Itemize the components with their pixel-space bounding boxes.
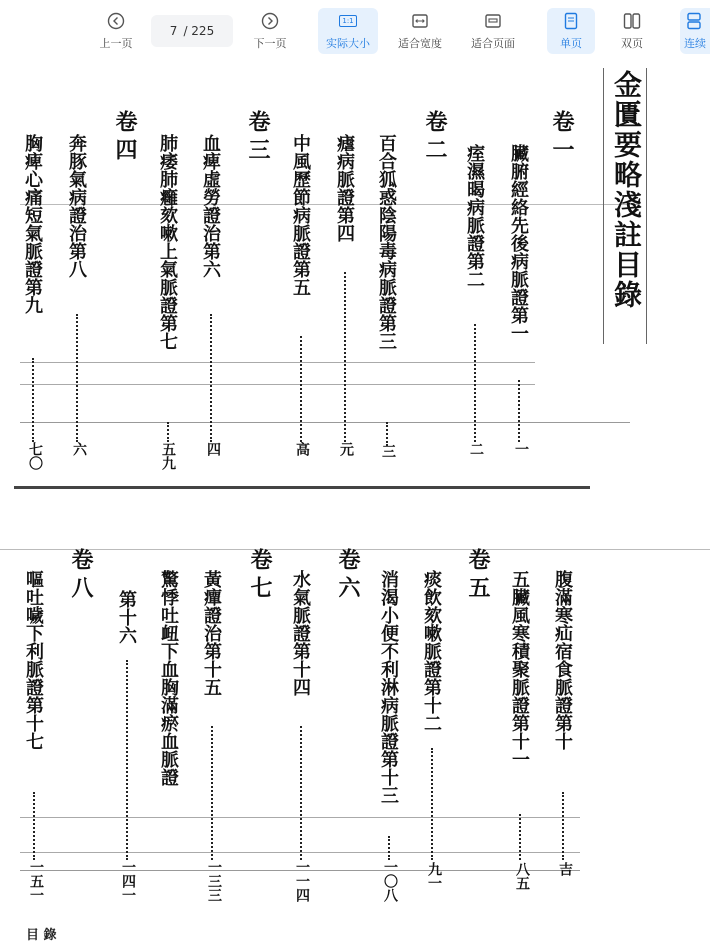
- prev-page-label: 上一页: [99, 37, 133, 50]
- single-page-label: 单页: [560, 37, 582, 50]
- continuous-button[interactable]: [680, 8, 710, 54]
- toc-entry: 臟腑經絡先後病脈證第一: [508, 144, 529, 342]
- page-number: 二: [468, 442, 484, 456]
- scan-line: [20, 384, 535, 385]
- double-page-icon: [622, 11, 642, 31]
- current-page[interactable]: 7: [169, 24, 178, 38]
- leader-dots: [76, 314, 78, 442]
- actual-size-label: 实际大小: [326, 37, 370, 50]
- toc-entry: 胸痺心痛短氣脈證第九: [22, 134, 43, 314]
- leader-dots: [126, 660, 128, 860]
- page-number: 三: [380, 444, 396, 458]
- volume-heading: 卷四: [112, 110, 138, 166]
- leader-dots: [300, 336, 302, 442]
- scan-line: [14, 486, 590, 489]
- leader-dots: [300, 726, 302, 860]
- page-number: 四: [205, 442, 221, 456]
- toc-entry: 驚悸吐衄下血胸滿瘀血脈證: [158, 570, 179, 786]
- page-number: 一三三: [206, 860, 222, 902]
- toc-entry: 瘧病脈證第四: [334, 134, 355, 242]
- continuous-label: 连续: [684, 37, 706, 50]
- fit-width-icon: [410, 11, 430, 31]
- scan-line: [20, 422, 630, 423]
- toc-entry: 中風歷節病脈證第五: [290, 134, 311, 296]
- leader-dots: [210, 314, 212, 442]
- chevron-right-icon: [260, 11, 280, 31]
- actual-size-icon: 1:1: [338, 11, 358, 31]
- leader-dots: [211, 726, 213, 860]
- page-number: 元: [338, 442, 354, 456]
- page-number: 一一四: [294, 860, 310, 902]
- page-number: 九一: [426, 862, 442, 890]
- leader-dots: [518, 380, 520, 442]
- single-page-icon: [561, 11, 581, 31]
- leader-dots: [519, 814, 521, 860]
- document-title: 金匱要略淺註目錄: [610, 70, 643, 310]
- toc-entry: 五臟風寒積聚脈證第十一: [509, 570, 530, 768]
- toc-entry: 血痺虛勞證治第六: [200, 134, 221, 278]
- leader-dots: [388, 836, 390, 860]
- next-page-button[interactable]: [244, 8, 296, 54]
- chevron-left-icon: [106, 11, 126, 31]
- volume-heading: 卷五: [465, 548, 491, 604]
- next-page-label: 下一页: [253, 37, 287, 50]
- single-page-button[interactable]: [547, 8, 595, 54]
- page-number: 八五: [514, 862, 530, 890]
- toc-entry: 消渴小便不利淋病脈證第十三: [378, 570, 399, 804]
- page-number: 吉: [557, 862, 573, 876]
- volume-heading: 卷一: [549, 110, 575, 166]
- total-pages: / 225: [183, 24, 215, 38]
- continuous-icon: [684, 11, 704, 31]
- page-number: 五九: [160, 442, 176, 470]
- volume-heading: 卷七: [247, 548, 273, 604]
- leader-dots: [562, 792, 564, 860]
- toc-entry-continued: 第十六: [116, 590, 137, 644]
- toc-entry: 奔豚氣病證治第八: [66, 134, 87, 278]
- toc-entry: 痓濕暍病脈證第二: [464, 144, 485, 288]
- page-number-input[interactable]: [151, 15, 233, 47]
- volume-heading: 卷二: [422, 110, 448, 166]
- volume-heading: 卷六: [335, 548, 361, 604]
- toc-entry: 肺痿肺癰欬嗽上氣脈證第七: [157, 134, 178, 350]
- leader-dots: [431, 748, 433, 860]
- volume-heading: 卷三: [245, 110, 271, 166]
- prev-page-button[interactable]: [90, 8, 142, 54]
- toc-entry: 百合狐惑陰陽毒病脈證第三: [376, 134, 397, 350]
- page-number: 一: [513, 442, 529, 456]
- page-number: 六: [71, 442, 87, 456]
- actual-size-button[interactable]: [318, 8, 378, 54]
- page-number: 一五一: [28, 860, 44, 902]
- leader-dots: [474, 324, 476, 442]
- fit-page-button[interactable]: [462, 8, 524, 54]
- scan-line: [20, 362, 535, 363]
- double-page-button[interactable]: [608, 8, 656, 54]
- leader-dots: [386, 422, 388, 446]
- leader-dots: [167, 422, 169, 442]
- page-number: 一〇八: [382, 860, 398, 902]
- fit-page-icon: [483, 11, 503, 31]
- toc-entry: 腹滿寒疝宿食脈證第十: [552, 570, 573, 750]
- toc-entry: 痰飲欬嗽脈證第十二: [421, 570, 442, 732]
- fit-page-label: 适合页面: [471, 37, 515, 50]
- toc-entry: 水氣脈證第十四: [290, 570, 311, 696]
- viewer-toolbar: [0, 0, 710, 62]
- toc-entry: 黃癉證治第十五: [201, 570, 222, 696]
- double-page-label: 双页: [621, 37, 643, 50]
- volume-heading: 卷八: [68, 548, 94, 604]
- toc-entry: 嘔吐噦下利脈證第十七: [23, 570, 44, 750]
- page-number: 一四一: [120, 860, 136, 902]
- scan-line: [20, 204, 640, 205]
- leader-dots: [32, 358, 34, 442]
- page-number: 七〇: [27, 442, 43, 470]
- leader-dots: [344, 272, 346, 442]
- fit-width-button[interactable]: [390, 8, 450, 54]
- leader-dots: [33, 792, 35, 860]
- document-page: [0, 62, 710, 943]
- page-footer: 目 錄: [26, 928, 57, 943]
- page-number: 高: [294, 442, 310, 456]
- fit-width-label: 适合宽度: [398, 37, 442, 50]
